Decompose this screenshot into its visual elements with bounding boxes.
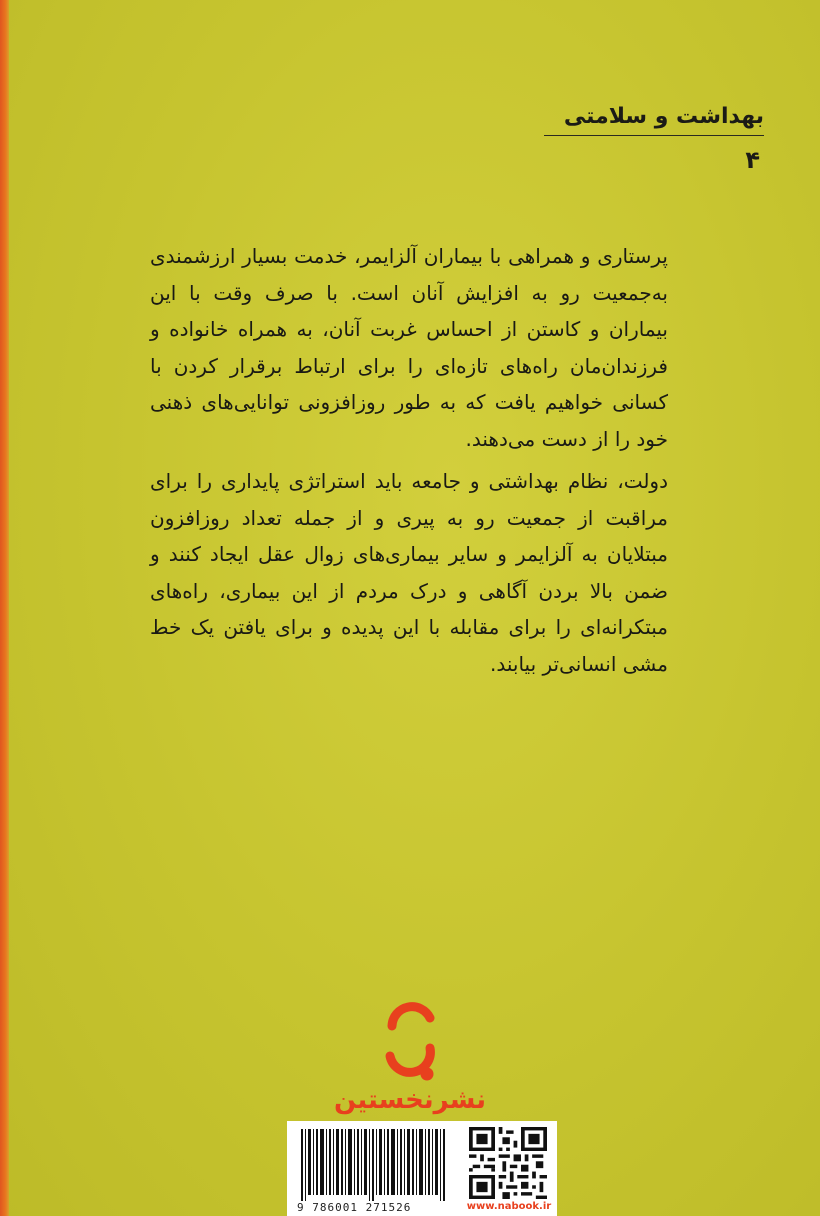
spine-edge (0, 0, 9, 1216)
publisher-name: نشرنخستین (334, 1085, 486, 1115)
series-header (544, 104, 764, 174)
publisher-logo-icon (370, 990, 450, 1090)
description-paragraph-2: دولت، نظام بهداشتی و جامعه باید استراتژی پایداری را برای مراقبت از جمعیت رو به پیری و از جمله تعداد روزافزون مبتلایان به آلزایمر و سایر بیماری‌های زوال عقل ایجاد کنند و ضمن بالا بردن آگاهی و درک مردم از این بیماری، راه‌های مبتکرانه‌ای را برای مقابله با این پدیده و برای یافتن یک خط مشی انسانی‌تر بیابند. (150, 469, 668, 676)
isbn-digits: 9 786001 271526 (297, 1201, 412, 1214)
barcode-panel (287, 1121, 557, 1216)
qr-code-icon (469, 1127, 547, 1199)
series-number: ۴ (745, 146, 760, 174)
description-text (150, 238, 668, 682)
isbn-barcode (299, 1129, 449, 1201)
description-paragraph-1: پرستاری و همراهی با بیماران آلزایمر، خدمت بسیار ارزشمندی به‌جمعیت رو به افزایش آنان است. با صرف وقت با این بیماران و کاستن از احساس غربت آنان، به همراه خانواده و فرزندان‌مان راه‌های تازه‌ای را برای ارتباط برقرار کردن با کسانی خواهیم یافت که به طور روزافزونی توانایی‌های ذهنی خود را از دست می‌دهند. (150, 244, 668, 451)
publisher-website: www.nabook.ir (466, 1201, 552, 1212)
series-title: بهداشت و سلامتی (544, 104, 764, 136)
